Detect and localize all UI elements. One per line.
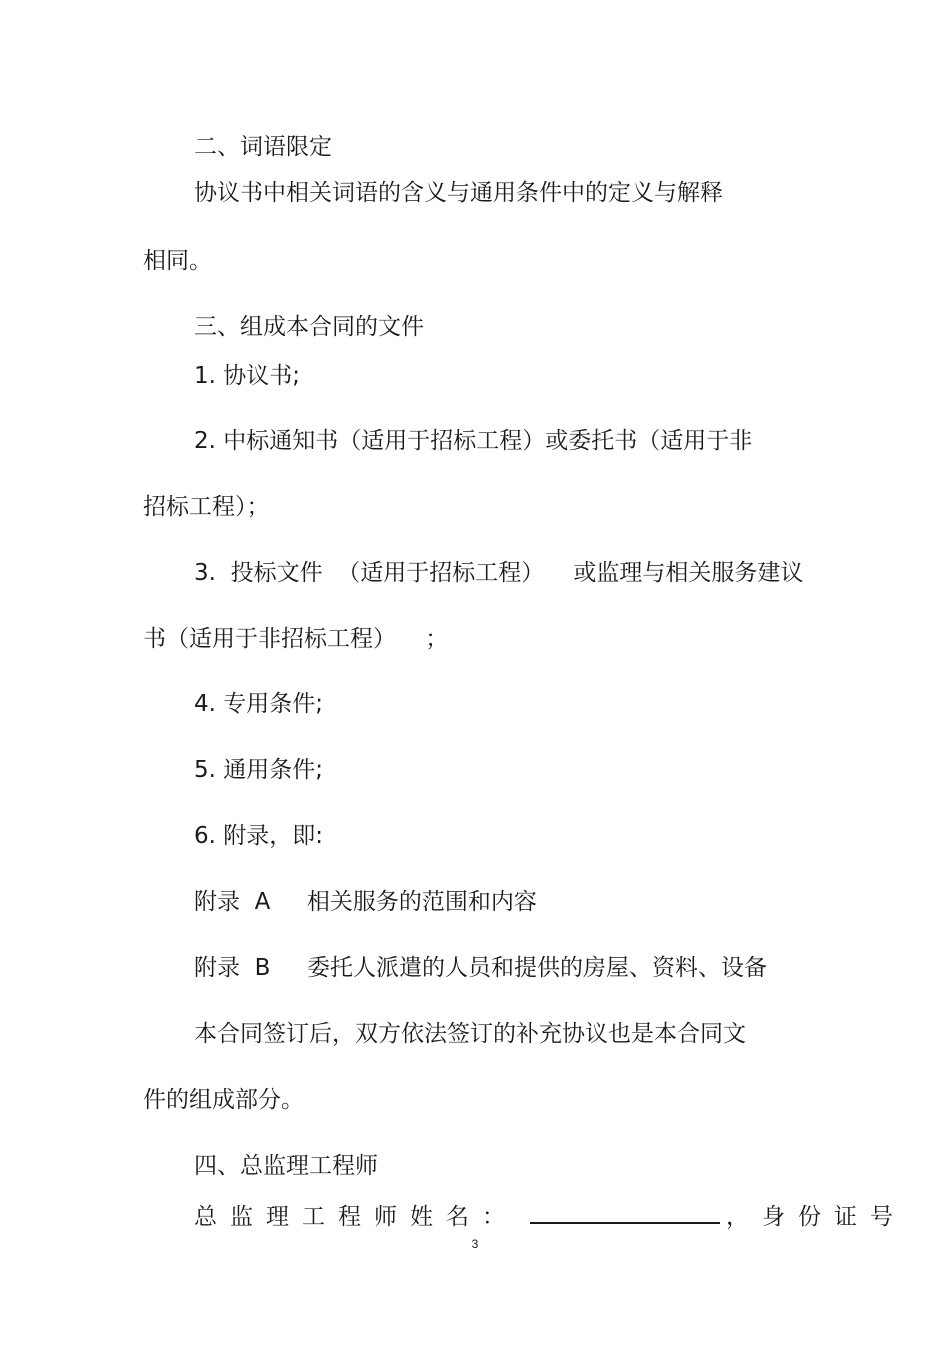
appendix-b: 附录 B 委托人派遣的人员和提供的房屋、资料、设备 [194,955,767,981]
list-item-1: 1. 协议书; [194,363,301,389]
supplement-paragraph: 本合同签订后，双方依法签订的补充协议也是本合同文 [194,1021,746,1047]
list-item-2-continued: 招标工程）； [143,494,270,520]
id-number-label: ，身份证号 [726,1204,906,1230]
section-3-heading: 三、组成本合同的文件 [194,314,424,340]
page-number: 3 [471,1237,479,1251]
supplement-paragraph-continued: 件的组成部分。 [143,1087,304,1113]
list-item-6: 6. 附录，即: [194,823,324,849]
chief-engineer-name-field[interactable] [530,1200,720,1224]
list-item-3: 3. 投标文件 （适用于招标工程） 或监理与相关服务建议 [194,560,804,586]
section-2-paragraph-continued: 相同。 [143,248,212,274]
appendix-a: 附录 A 相关服务的范围和内容 [194,889,537,915]
list-item-3-continued: 书（适用于非招标工程） ； [143,626,449,652]
section-2-heading: 二、词语限定 [194,134,332,160]
section-2-paragraph: 协议书中相关词语的含义与通用条件中的定义与解释 [194,180,723,206]
section-4-heading: 四、总监理工程师 [194,1153,378,1179]
list-item-5: 5. 通用条件; [194,757,324,783]
chief-engineer-line [194,1200,906,1232]
list-item-4: 4. 专用条件; [194,691,324,717]
chief-engineer-name-label: 总监理工程师姓名： [194,1204,518,1230]
list-item-2: 2. 中标通知书（适用于招标工程）或委托书（适用于非 [194,428,753,454]
